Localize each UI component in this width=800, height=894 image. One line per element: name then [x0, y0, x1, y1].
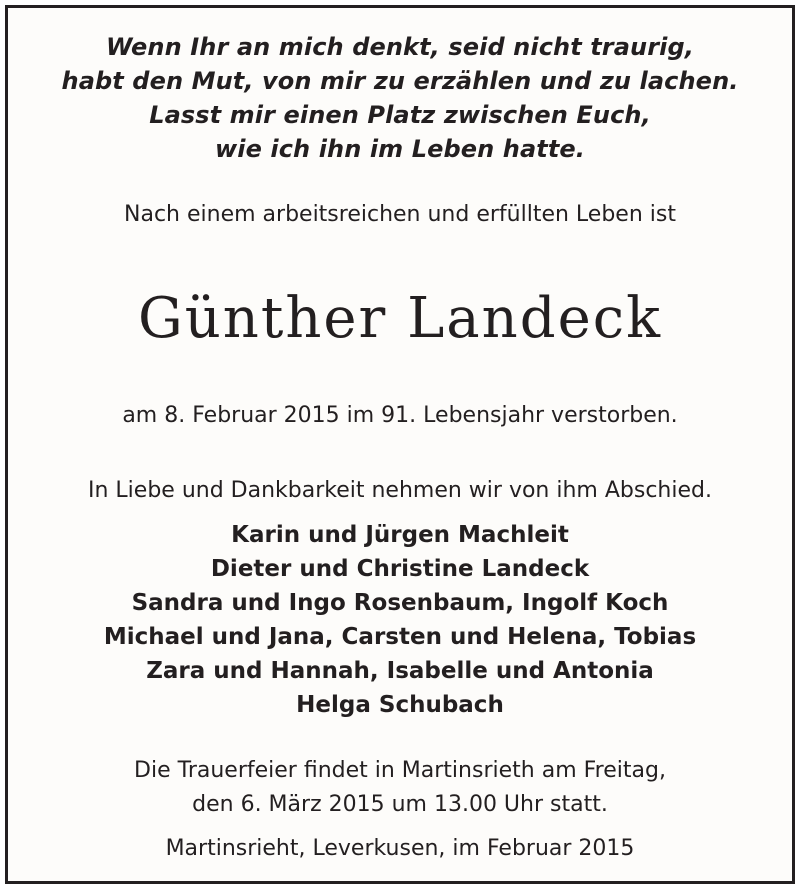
farewell-text: In Liebe und Dankbarkeit nehmen wir von ihm Abschied. [88, 478, 712, 503]
place-date-text: Martinsrieht, Leverkusen, im Februar 2015 [165, 836, 635, 861]
quote-line-3: Lasst mir einen Platz zwischen Euch, [149, 101, 651, 129]
quote-line-1: Wenn Ihr an mich denkt, seid nicht traurig, [106, 33, 694, 61]
family-line-6: Helga Schubach [296, 692, 504, 718]
family-line-2: Dieter und Christine Landeck [210, 556, 590, 582]
family-line-1: Karin und Jürgen Machleit [231, 522, 569, 548]
family-line-4: Michael und Jana, Carsten und Helena, Tobias [103, 624, 697, 650]
quote-line-4: wie ich ihn im Leben hatte. [214, 135, 586, 163]
obituary-notice [5, 5, 795, 884]
death-date-text: am 8. Februar 2015 im 91. Lebensjahr verstorben. [122, 403, 678, 428]
funeral-line-1: Die Trauerfeier findet in Martinsrieth am Freitag, [134, 758, 666, 783]
family-line-3: Sandra und Ingo Rosenbaum, Ingolf Koch [131, 590, 669, 616]
family-line-5: Zara und Hannah, Isabelle und Antonia [146, 658, 654, 684]
intro-text: Nach einem arbeitsreichen und erfüllten Leben ist [124, 202, 676, 227]
quote-line-2: habt den Mut, von mir zu erzählen und zu lachen. [61, 67, 739, 95]
funeral-line-2: den 6. März 2015 um 13.00 Uhr statt. [192, 792, 608, 817]
deceased-name: Günther Landeck [137, 286, 663, 351]
